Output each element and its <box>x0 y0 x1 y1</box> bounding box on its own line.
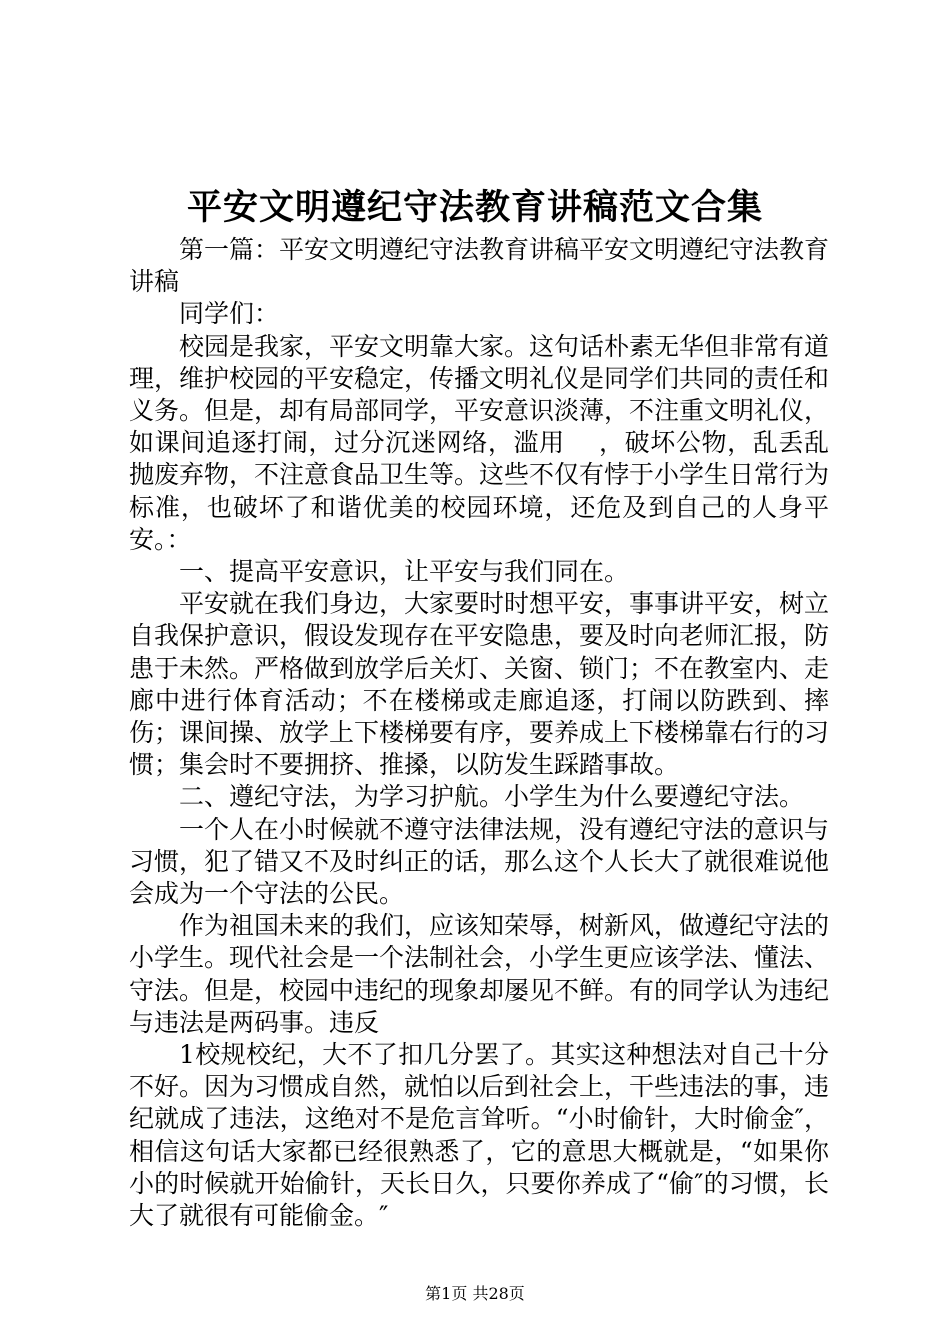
page-footer: 第1页 共28页 <box>425 1284 525 1303</box>
paragraph-safety-details: 平安就在我们身边，大家要时时想平安，事事讲平安，树立自我保护意识，假设发现存在平安隐患，要及时向老师汇报，防患于未然。严格做到放学后关灯、关窗、锁门；不在教室内、走廊中进行体育活动；不在楼梯或走廊追逐，打闹以防跌到、摔伤；课间操、放学上下楼梯要有序，要养成上下楼梯靠右行的习惯；集会时不要拥挤、推搡，以防发生踩踏事故。 <box>129 589 830 780</box>
paragraph-habits: 一个人在小时候就不遵守法律法规，没有遵纪守法的意识与习惯，犯了错又不及时纠正的话，那么这个人长大了就很难说他会成为一个守法的公民。 <box>129 814 830 909</box>
document-body <box>129 234 829 1232</box>
paragraph-point-two-heading: 二、遵纪守法，为学习护航。小学生为什么要遵纪守法。 <box>179 782 805 812</box>
paragraph-law-society: 作为祖国未来的我们，应该知荣辱，树新风，做遵纪守法的小学生。现代社会是一个法制社会，小学生更应该学法、懂法、守法。但是，校园中违纪的现象却屡见不鲜。有的同学认为违纪与违法是两码事。违反 <box>129 911 830 1037</box>
document-title: 平安文明遵纪守法教育讲稿范文合集 <box>186 187 763 228</box>
paragraph-intro: 校园是我家，平安文明靠大家。这句话朴素无华但非常有道理，维护校园的平安稳定，传播文明礼仪是同学们共同的责任和义务。但是，却有局部同学，平安意识淡薄，不注重文明礼仪，如课间追逐打闹，过分沉迷网络，滥用 ，破坏公物，乱丢乱抛废弃物，不注意食品卫生等。这些不仅有悖于小学生日常行为标准，也破坏了和谐优美的校园环境，还危及到自己的人身平安。： <box>129 331 830 554</box>
paragraph-point-one-heading: 一、提高平安意识，让平安与我们同在。 <box>179 557 630 587</box>
paragraph-proverb: 1校规校纪，大不了扣几分罢了。其实这种想法对自己十分不好。因为习惯成自然，就怕以后到社会上，干些违法的事，违纪就成了违法，这绝对不是危言耸听。“小时偷针，大时偷金″，相信这句话大家都已经很熟悉了，它的意思大概就是，“如果你小的时候就开始偷针，天长日久，只要你养成了“偷″的习惯，长大了就很有可能偷金。″ <box>129 1040 830 1231</box>
paragraph-section-heading: 第一篇：平安文明遵纪守法教育讲稿平安文明遵纪守法教育讲稿 <box>129 235 830 297</box>
paragraph-greeting: 同学们： <box>179 299 280 329</box>
